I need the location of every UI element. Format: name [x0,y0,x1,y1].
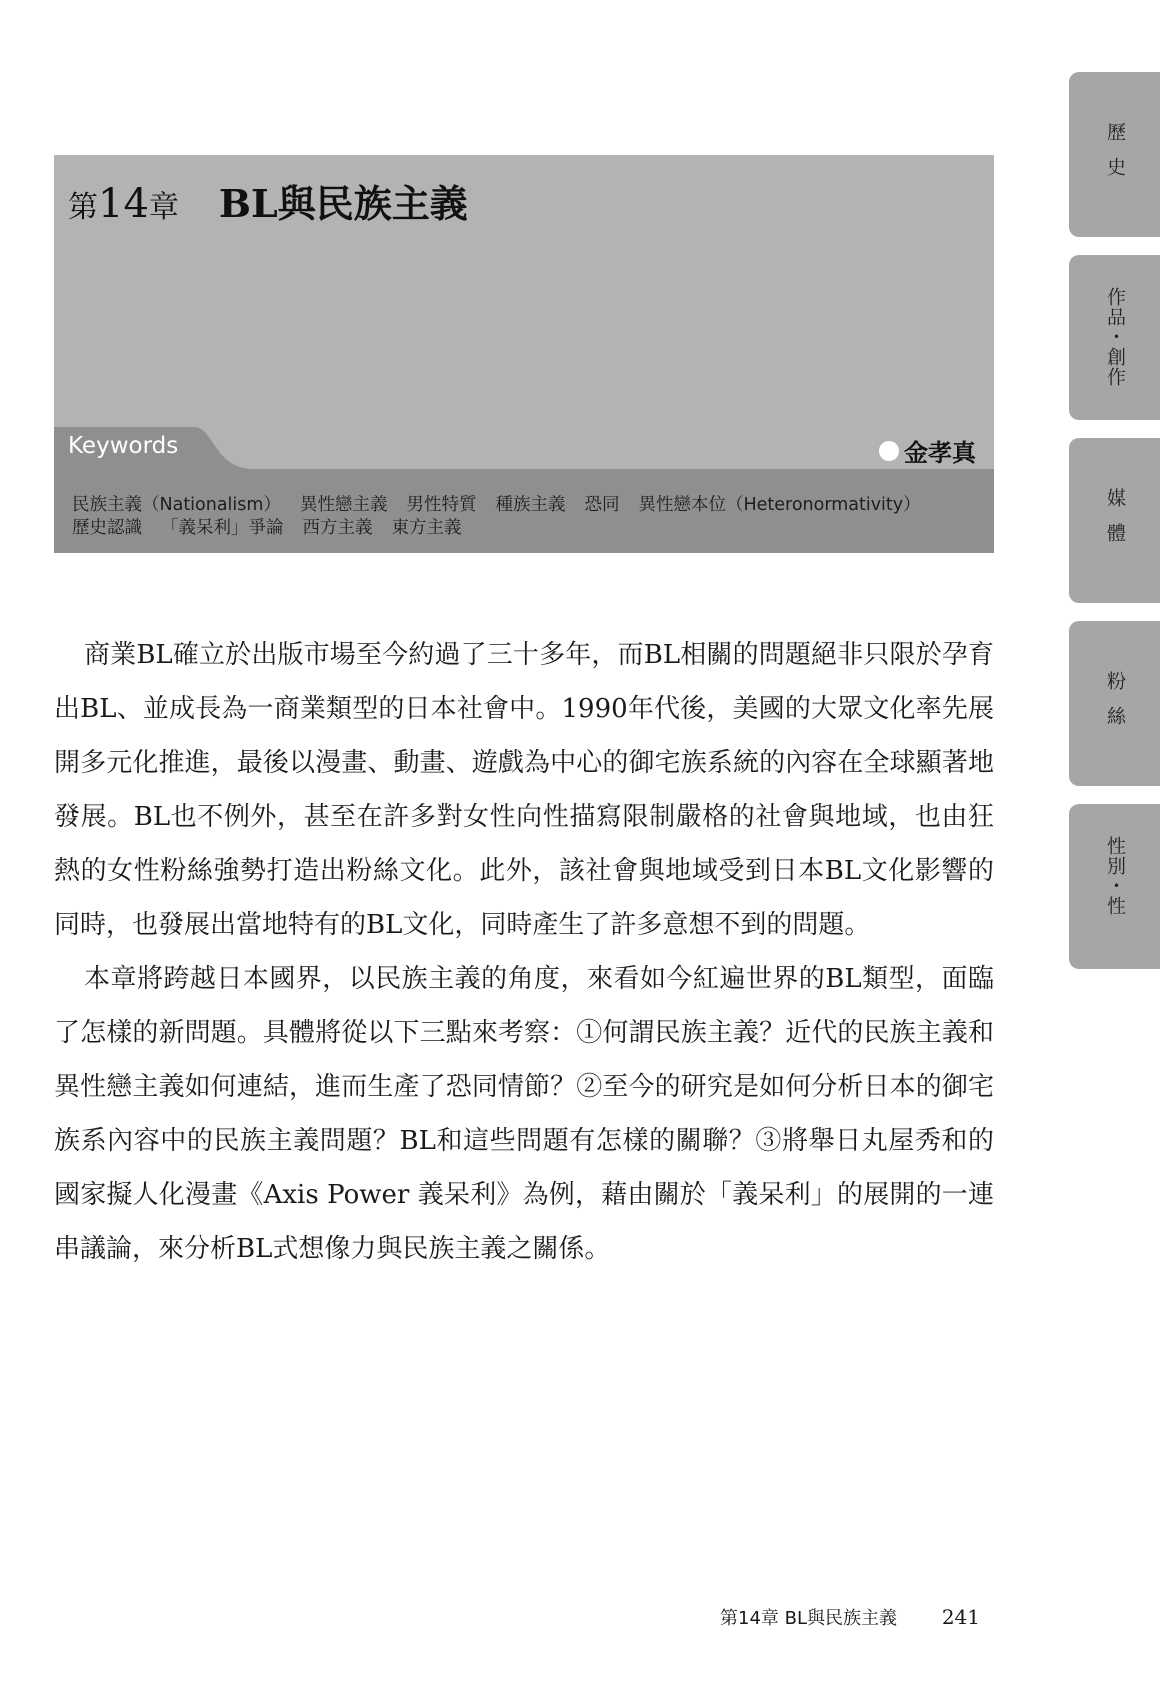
keyword: 異性戀本位（Heteronormativity） [638,495,921,515]
side-tab-media[interactable] [1069,438,1160,603]
side-tab-label: 作品・創作 [1104,287,1126,387]
keyword: 西方主義 [302,518,373,538]
keyword: 東方主義 [391,518,462,538]
paragraph: 商業BL確立於出版市場至今約過了三十多年，而BL相關的問題絕非只限於孕育出BL、並成長為一商業類型的日本社會中。1990年代後，美國的大眾文化率先展開多元化推進，最後以漫畫、動畫、遊戲為中心的御宅族系統的內容在全球顯著地發展。BL也不例外，甚至在許多對女性向性描寫限制嚴格的社會與地域，也由狂熱的女性粉絲強勢打造出粉絲文化。此外，該社會與地域受到日本BL文化影響的同時，也發展出當地特有的BL文化，同時產生了許多意想不到的問題。 [54,640,994,940]
side-tab-label: 性別・性 [1104,836,1126,916]
side-tab-works[interactable] [1069,255,1160,420]
keyword: 恐同 [584,495,620,515]
keyword: 種族主義 [495,495,566,515]
author [879,433,976,468]
chapter-number: 第14章 [68,181,179,227]
side-tab-label: 粉絲 [1104,671,1126,741]
author-bullet-icon [879,441,899,461]
chapter-title: BL與民族主義 [218,181,468,226]
page-number: 241 [941,1605,980,1629]
keyword: 「義呆利」爭論 [161,518,284,538]
chapter-title-row [68,173,468,228]
keywords-line-1 [72,494,982,517]
author-name: 金孝真 [904,439,976,467]
side-tab-label: 媒體 [1104,488,1126,558]
side-tab-fans[interactable] [1069,621,1160,786]
side-tab-gender[interactable] [1069,804,1160,969]
keyword: 民族主義（Nationalism） [72,495,281,515]
running-head: 第14章 BL與民族主義 [720,1608,898,1629]
keywords-label: Keywords [68,433,179,459]
keyword: 歷史認識 [72,518,142,538]
keywords-line-2 [72,517,982,540]
chapter-header [54,155,994,553]
page-footer [720,1604,980,1630]
keyword: 男性特質 [406,495,477,515]
paragraph: 本章將跨越日本國界，以民族主義的角度，來看如今紅遍世界的BL類型，面臨了怎樣的新問題。具體將從以下三點來考察：①何謂民族主義？近代的民族主義和異性戀主義如何連結，進而生產了恐同情節？②至今的研究是如何分析日本的御宅族系內容中的民族主義問題？BL和這些問題有怎樣的關聯？③將舉日丸屋秀和的國家擬人化漫畫《Axis Power 義呆利》為例，藉由關於「義呆利」的展開的一連串議論，來分析BL式想像力與民族主義之關係。 [54,964,994,1264]
keywords-tab-shape [54,427,994,469]
keywords-list [72,494,982,540]
keyword: 異性戀主義 [299,495,388,515]
side-tab-history[interactable] [1069,72,1160,237]
body-text [54,628,994,1276]
side-tab-label: 歷史 [1104,122,1126,192]
